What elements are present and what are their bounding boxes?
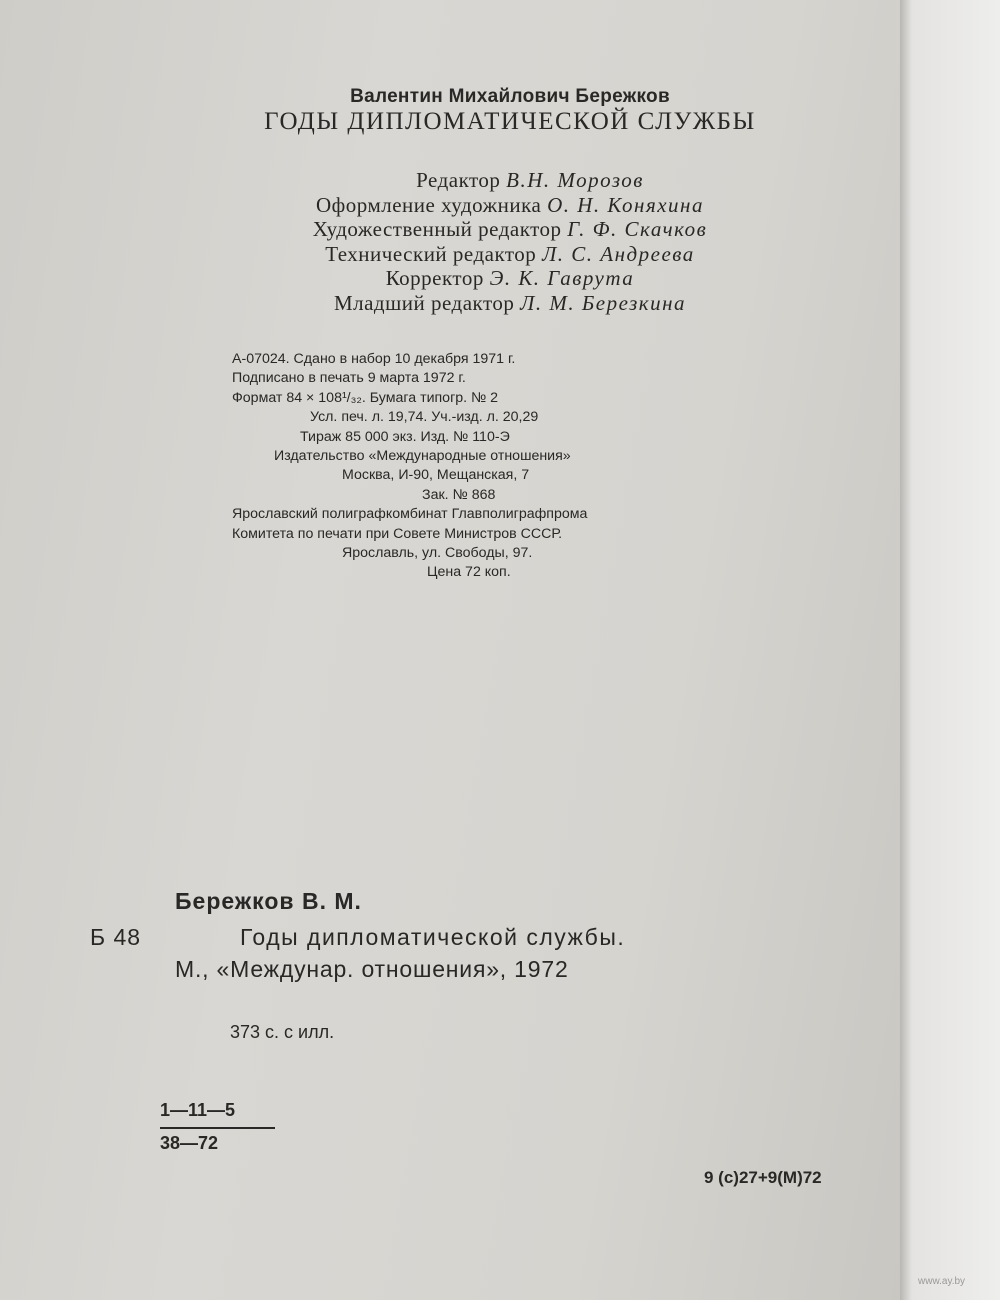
index-fraction-line (160, 1127, 275, 1129)
credit-role: Младший редактор (333, 290, 515, 315)
credit-name: О. Н. Коняхина (547, 192, 704, 217)
credit-name: Г. Ф. Скачков (567, 217, 708, 241)
credit-role: Оформление художника (316, 192, 542, 217)
index-denominator: 38—72 (160, 1133, 219, 1153)
classification-code: 9 (с)27+9(М)72 (704, 1168, 822, 1187)
credit-line (200, 266, 820, 291)
credit-role: Корректор (385, 266, 484, 290)
page-edge-background (900, 0, 1000, 1300)
imprint-line: Ярославль, ул. Свободы, 97. (342, 545, 533, 562)
credit-name: Э. К. Гаврута (489, 266, 635, 290)
imprint-line: Комитета по печати при Совете Министров СССР. (232, 525, 563, 542)
credit-line (200, 291, 820, 316)
credit-name: Л. М. Березкина (520, 290, 687, 315)
watermark: www.ay.by (918, 1276, 966, 1287)
header-title: ГОДЫ ДИПЛОМАТИЧЕСКОЙ СЛУЖБЫ (264, 108, 756, 135)
credit-line (200, 193, 820, 218)
catalog-title: Годы дипломатической службы. (240, 924, 626, 950)
credits-block (200, 168, 820, 315)
imprint-line: Усл. печ. л. 19,74. Уч.-изд. л. 20,29 (310, 409, 539, 426)
catalog-code: Б 48 (90, 924, 142, 950)
credit-name: В.Н. Морозов (506, 168, 644, 192)
credit-name: Л. С. Андреева (542, 241, 695, 266)
credit-line (200, 242, 820, 267)
imprint-line: Цена 72 коп. (427, 564, 511, 581)
catalog-author: Бережков В. М. (175, 888, 362, 914)
credit-line (200, 168, 820, 193)
credit-role: Художественный редактор (312, 217, 562, 241)
catalog-pages: 373 с. с илл. (230, 1022, 335, 1042)
imprint-line: Москва, И-90, Мещанская, 7 (342, 467, 530, 484)
imprint-line: Зак. № 868 (422, 486, 496, 503)
credit-role: Технический редактор (325, 241, 537, 266)
imprint-line: Издательство «Международные отношения» (274, 448, 571, 465)
imprint-line: Ярославский полиграфкомбинат Главполиграфпрома (232, 506, 588, 523)
imprint-line: Тираж 85 000 экз. Изд. № 110-Э (300, 428, 510, 445)
header-author: Валентин Михайлович Бережков (350, 86, 670, 107)
imprint-line: А-07024. Сдано в набор 10 декабря 1971 г. (232, 351, 516, 367)
imprint-block (232, 350, 772, 583)
catalog-publisher: М., «Междунар. отношения», 1972 (175, 956, 569, 982)
index-numerator: 1—11—5 (160, 1100, 236, 1120)
imprint-line: Формат 84 × 108¹/₃₂. Бумага типогр. № 2 (232, 389, 499, 406)
credit-line (200, 217, 820, 242)
imprint-line: Подписано в печать 9 марта 1972 г. (232, 370, 466, 387)
credit-role: Редактор (416, 168, 501, 192)
